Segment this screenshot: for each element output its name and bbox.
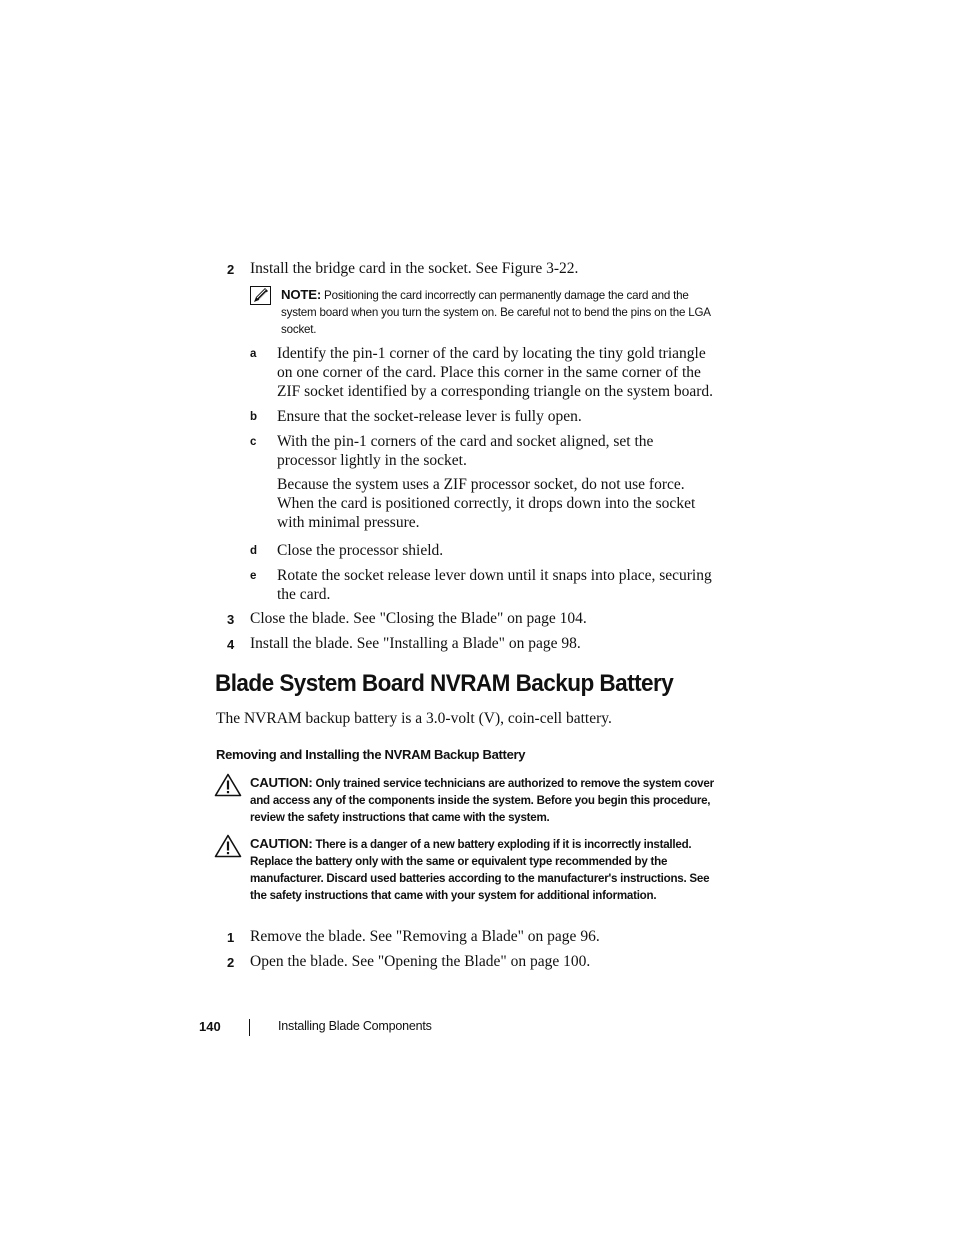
- substep-letter: a: [250, 348, 257, 360]
- caution-text: There is a danger of a new battery exploding if it is incorrectly installed. Replace the battery only with the same or equivalent type recommended by the manufacturer. Discard used batteries according to the manufacturer's instructions. See the safety instructions that came with your system for additional information.: [250, 838, 710, 902]
- caution-label: CAUTION:: [250, 836, 313, 851]
- substep-extra-paragraph: Because the system uses a ZIF processor socket, do not use force. When the card is positioned correctly, it drops down into the socket with minimal pressure.: [277, 476, 696, 531]
- step-number: 4: [227, 637, 235, 652]
- step-number: 1: [227, 930, 235, 945]
- section-subheading: Removing and Installing the NVRAM Backup Battery: [216, 747, 526, 762]
- caution-triangle-icon: [214, 773, 242, 797]
- footer-chapter-title: Installing Blade Components: [278, 1019, 432, 1033]
- step-number: 2: [227, 262, 235, 277]
- section-intro: The NVRAM backup battery is a 3.0-volt (V), coin-cell battery.: [216, 710, 612, 727]
- step-number: 3: [227, 612, 235, 627]
- caution-text: Only trained service technicians are authorized to remove the system cover and access any of the components inside the system. Before you begin this procedure, review the safety instructions that came with the system.: [250, 777, 714, 824]
- note-pencil-icon: [250, 286, 272, 306]
- step-text: Install the bridge card in the socket. See Figure 3-22.: [250, 260, 579, 277]
- substep-letter: e: [250, 570, 257, 582]
- substep-text: With the pin-1 corners of the card and socket aligned, set the processor lightly in the socket.: [277, 433, 654, 469]
- caution-label: CAUTION:: [250, 775, 313, 790]
- note-block: [281, 286, 721, 338]
- note-label: NOTE:: [281, 287, 322, 302]
- substep-text: Rotate the socket release lever down until it snaps into place, securing the card.: [277, 567, 712, 603]
- substep-text: Ensure that the socket-release lever is fully open.: [277, 408, 582, 425]
- page-number: 140: [199, 1019, 221, 1034]
- section-heading: Blade System Board NVRAM Backup Battery: [215, 670, 674, 697]
- substep-letter: b: [250, 411, 258, 423]
- step-number: 2: [227, 955, 235, 970]
- step-text: Close the blade. See "Closing the Blade" on page 104.: [250, 610, 587, 627]
- substep-text: Close the processor shield.: [277, 542, 444, 559]
- substep-letter: d: [250, 545, 258, 557]
- substep-text: Identify the pin-1 corner of the card by locating the tiny gold triangle on one corner of the card. Place this corner in the same corner of the ZIF socket identified by a corresponding triangle on the system board.: [277, 345, 714, 400]
- step-text: Remove the blade. See "Removing a Blade" on page 96.: [250, 928, 600, 945]
- footer-separator: [249, 1019, 250, 1036]
- step-text: Open the blade. See "Opening the Blade" on page 100.: [250, 953, 591, 970]
- step-text: Install the blade. See "Installing a Blade" on page 98.: [250, 635, 581, 652]
- caution-block: [250, 774, 720, 826]
- substep-letter: c: [250, 436, 257, 448]
- caution-block: [250, 835, 720, 904]
- note-text: Positioning the card incorrectly can permanently damage the card and the system board when you turn the system on. Be careful not to bend the pins on the LGA socket.: [281, 289, 711, 336]
- caution-triangle-icon: [214, 834, 242, 858]
